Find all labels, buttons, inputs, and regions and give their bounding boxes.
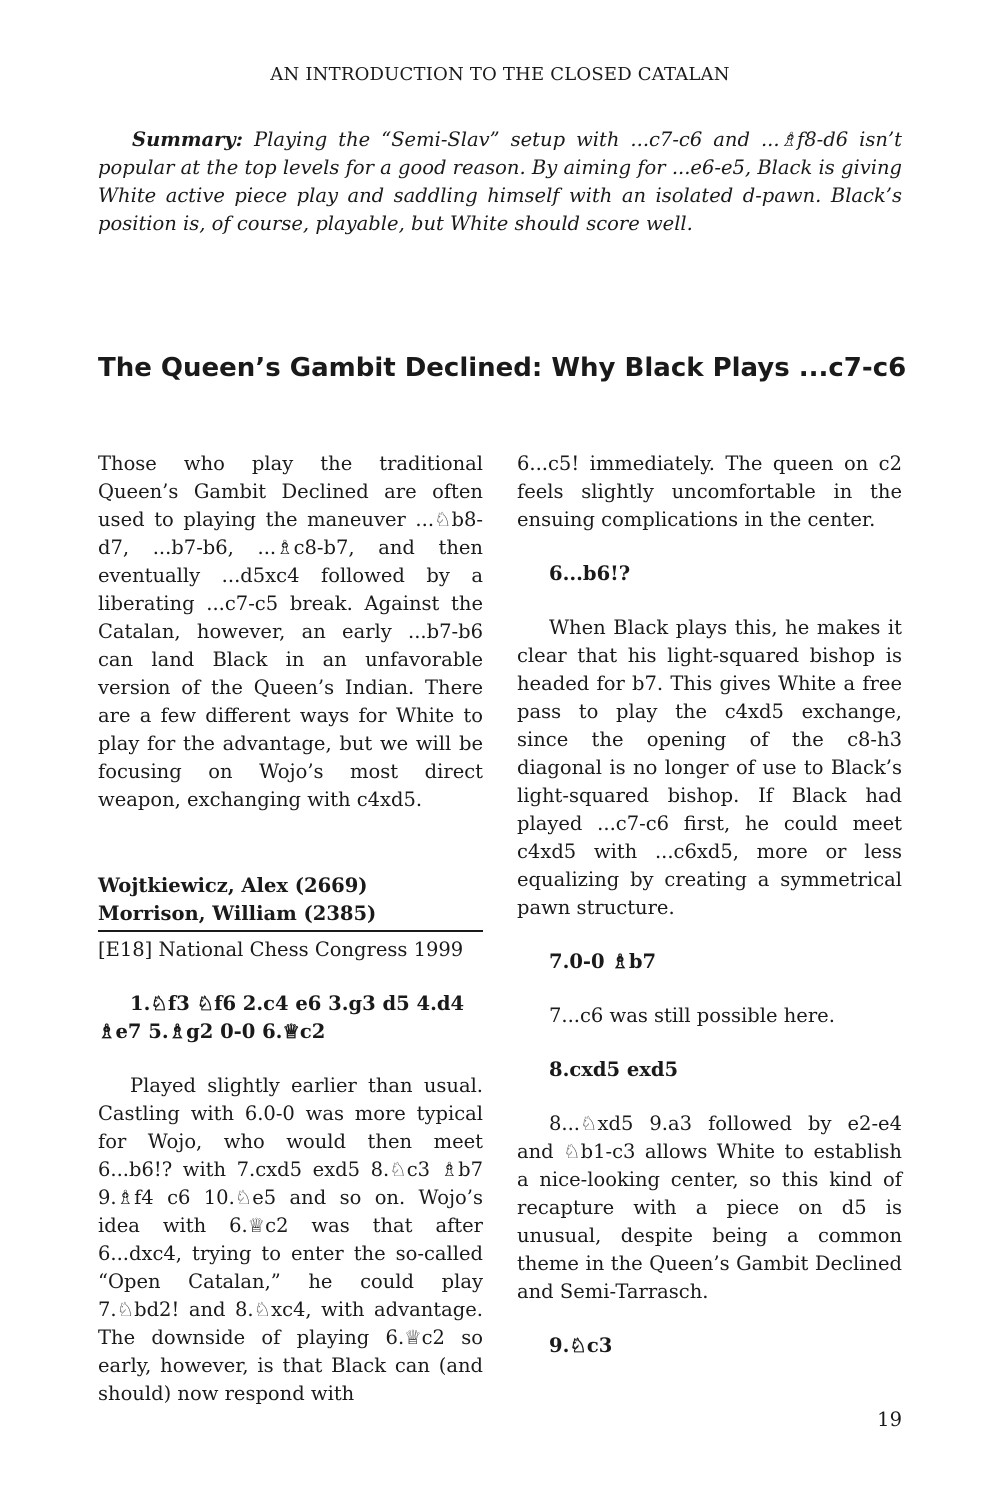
move-7: 7.0-0 ♗b7 bbox=[549, 950, 657, 973]
comment-move-8: 8...♘xd5 9.a3 followed by e2-e4 and ♘b1-c3 allows White to establish a nice-looking center, so this kind of recapture with a piece on d5 is unusual, despite being a common theme in the Queen’s Gambit Declined and Semi-Tarrasch. bbox=[517, 1112, 902, 1303]
white-player: Wojtkiewicz, Alex (2669) bbox=[98, 874, 368, 897]
running-head: AN INTRODUCTION TO THE CLOSED CATALAN bbox=[270, 64, 730, 85]
summary-paragraph bbox=[98, 126, 902, 238]
summary-lead: Summary: bbox=[132, 128, 243, 151]
page-number: 19 bbox=[877, 1408, 902, 1431]
right-column bbox=[517, 450, 902, 1360]
event-line: [E18] National Chess Congress 1999 bbox=[98, 938, 464, 961]
move-8: 8.cxd5 exd5 bbox=[549, 1058, 679, 1081]
black-player: Morrison, William (2385) bbox=[98, 902, 377, 925]
comment-move-7: 7...c6 was still possible here. bbox=[549, 1004, 835, 1027]
game-header bbox=[98, 872, 483, 932]
move-6-black: 6...b6!? bbox=[549, 562, 631, 585]
comment-continuation: 6...c5! immediately. The queen on c2 feels slightly uncomfortable in the ensuing complications in the center. bbox=[517, 452, 902, 531]
move-9: 9.♘c3 bbox=[549, 1334, 613, 1357]
section-title: The Queen’s Gambit Declined: Why Black Plays ...c7-c6 bbox=[98, 353, 907, 383]
comment-b6: When Black plays this, he makes it clear that his light-squared bishop is headed for b7. This gives White a free pass to play the c4xd5 exchange, since the opening of the c8-h3 diagonal is no longer of use to Black’s light-squared bishop. If Black had played ...c7-c6 first, he could meet c4xd5 with ...c6xd5, more or less equalizing by creating a symmetrical pawn structure. bbox=[517, 616, 902, 919]
summary-text: Playing the “Semi-Slav” setup with ...c7-c6 and ...♗f8-d6 isn’t popular at the top levels for a good reason. By aiming for ...e6-e5, Black is giving White active piece play and saddling himself with an isolated d-pawn. Black’s position is, of course, playable, but White should score well. bbox=[98, 128, 902, 235]
comment-move-6: Played slightly earlier than usual. Castling with 6.0-0 was more typical for Wojo, who would then meet 6...b6!? with 7.cxd5 exd5 8.♘c3 ♗b7 9.♗f4 c6 10.♘e5 and so on. Wojo’s idea with 6.♕c2 was that after 6...dxc4, trying to enter the so-called “Open Catalan,” he could play 7.♘bd2! and 8.♘xc4, with advantage. The downside of playing 6.♕c2 so early, however, is that Black can (and should) now respond with bbox=[98, 1074, 483, 1405]
left-column bbox=[98, 450, 483, 1408]
moves-opening: 1.♘f3 ♘f6 2.c4 e6 3.g3 d5 4.d4 ♗e7 5.♗g2 0-0 6.♕c2 bbox=[98, 992, 465, 1043]
intro-paragraph: Those who play the traditional Queen’s Gambit Declined are often used to playing the maneuver ...♘b8-d7, ...b7-b6, ...♗c8-b7, and then eventually ...d5xc4 followed by a liberating ...c7-c5 break. Against the Catalan, however, an early ...b7-b6 can land Black in an unfavorable version of the Queen’s Indian. There are a few different ways for White to play for the advantage, but we will be focusing on Wojo’s most direct weapon, exchanging with c4xd5. bbox=[98, 452, 483, 811]
